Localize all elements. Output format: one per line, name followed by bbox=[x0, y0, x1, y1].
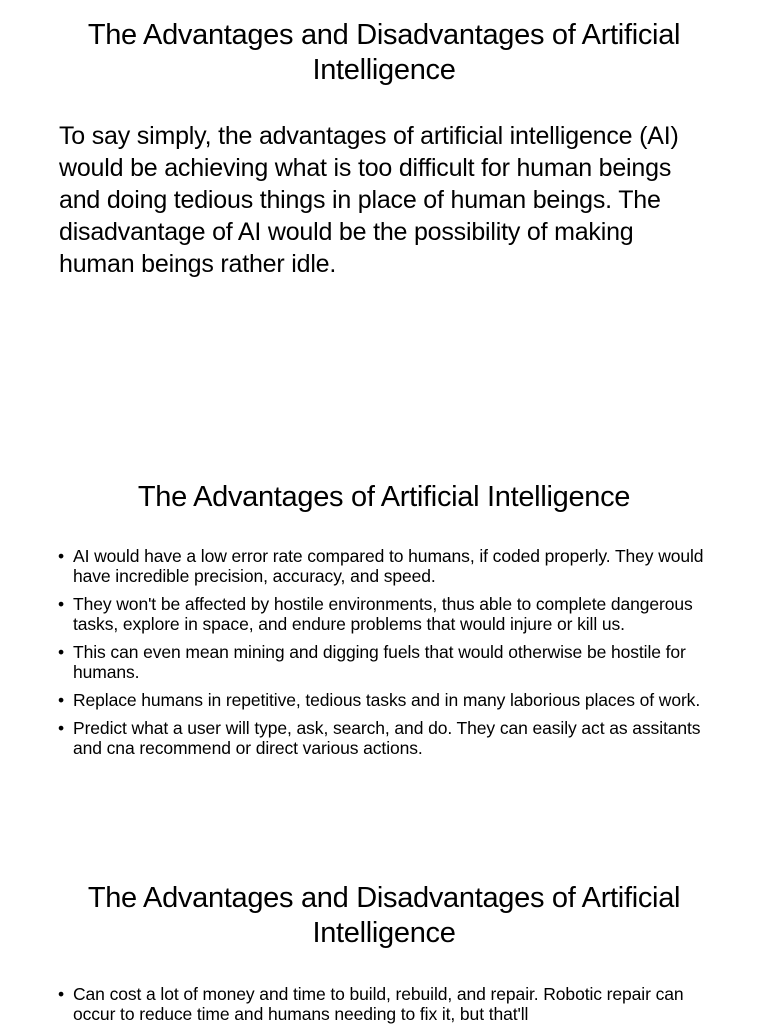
list-item bbox=[58, 718, 718, 758]
bullet-icon: • bbox=[58, 718, 65, 738]
list-item bbox=[58, 546, 718, 586]
slide-3 bbox=[0, 881, 768, 1032]
list-item bbox=[58, 984, 708, 1024]
list-item-text: This can even mean mining and digging fuels that would otherwise be hostile for humans. bbox=[73, 642, 686, 682]
slide-2-bullet-list bbox=[0, 546, 768, 758]
bullet-icon: • bbox=[58, 690, 65, 710]
slide-2-title: The Advantages of Artificial Intelligence bbox=[137, 481, 631, 513]
list-item-text: They won't be affected by hostile environments, thus able to complete dangerous tasks, explore in space, and endure problems that would injure or kill us. bbox=[73, 594, 693, 634]
bullet-icon: • bbox=[58, 594, 65, 614]
slide-1 bbox=[0, 18, 768, 280]
slide-1-body: To say simply, the advantages of artificial intelligence (AI) would be achieving what is too difficult for human beings and doing tedious things in place of human beings. The disadvantage of AI would be the possibility of making human beings rather idle. bbox=[59, 122, 679, 278]
slide-3-bullet-list bbox=[0, 984, 768, 1024]
list-item-text: Predict what a user will type, ask, search, and do. They can easily act as assitants and cna recommend or direct various actions. bbox=[73, 718, 701, 758]
bullet-icon: • bbox=[58, 642, 65, 662]
list-item bbox=[58, 642, 718, 682]
slide-3-title: The Advantages and Disadvantages of Artificial Intelligence bbox=[87, 882, 681, 949]
list-item-text: Replace humans in repetitive, tedious tasks and in many laborious places of work. bbox=[73, 690, 701, 710]
list-item bbox=[58, 690, 718, 710]
list-item-text: AI would have a low error rate compared to humans, if coded properly. They would have incredible precision, accuracy, and speed. bbox=[73, 546, 704, 586]
bullet-icon: • bbox=[58, 984, 65, 1004]
slide-2 bbox=[0, 480, 768, 766]
list-item-text: Can cost a lot of money and time to build, rebuild, and repair. Robotic repair can occur to reduce time and humans needing to fix it, but that'll bbox=[73, 984, 684, 1024]
list-item bbox=[58, 594, 718, 634]
slide-1-title: The Advantages and Disadvantages of Artificial Intelligence bbox=[87, 19, 681, 86]
bullet-icon: • bbox=[58, 546, 65, 566]
